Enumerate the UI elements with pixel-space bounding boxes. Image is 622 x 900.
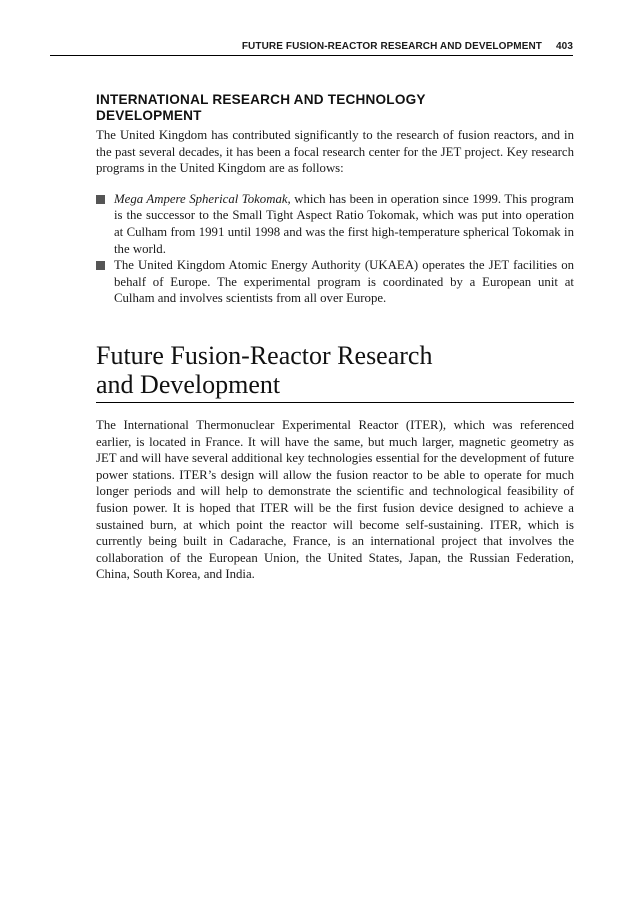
bullet-text: The United Kingdom Atomic Energy Authority (UKAEA) operates the JET facilities on behalf of Europe. The experimental program is coordinated by a European unit at Culham and involves scientists from all over Europe. bbox=[114, 258, 574, 306]
chapter-title-line2: and Development bbox=[96, 369, 281, 399]
bullet-item bbox=[96, 191, 574, 257]
page-content bbox=[96, 92, 574, 583]
bullet-list bbox=[96, 191, 574, 307]
bullet-item bbox=[96, 257, 574, 307]
title-rule bbox=[96, 402, 574, 403]
square-bullet-icon bbox=[96, 195, 105, 204]
page-number: 403 bbox=[556, 41, 573, 52]
chapter-title-line1: Future Fusion-Reactor Research bbox=[96, 340, 433, 370]
running-head bbox=[50, 41, 573, 56]
chapter-paragraph: The International Thermonuclear Experimental Reactor (ITER), which was referenced earlier, is located in France. It will have the same, but much larger, magnetic geometry as JET and will have several additional key technologies essential for the development of future power stations. ITER’s design will allow the fusion reactor to be able to operate for much longer periods and will help to demonstrate the scientific and technological feasibility of fusion power. It is hoped that ITER will be the first fusion device designed to achieve a sustained burn, at which point the reactor will become self-sustaining. ITER, which is currently being built in Cadarache, France, is an international project that involves the collaboration of the European Union, the United States, Japan, the Russian Federation, China, South Korea, and India. bbox=[96, 417, 574, 582]
bullet-italic-term: Mega Ampere Spherical Tokomak, bbox=[114, 191, 291, 206]
square-bullet-icon bbox=[96, 261, 105, 270]
chapter-title bbox=[96, 341, 574, 399]
section-heading bbox=[96, 92, 574, 124]
section-paragraph: The United Kingdom has contributed significantly to the research of fusion reactors, and in the past several decades, it has been a focal research center for the JET project. Key research programs in the United Kingdom are as follows: bbox=[96, 128, 574, 176]
bullet-text: which has been in operation since 1999. This program is the successor to the Small Tight Aspect Ratio Tokomak, which was put into operation at Culham from 1991 until 1998 and was the first high-temperature spherical Tokomak in the world. bbox=[114, 191, 574, 256]
section-heading-line2: DEVELOPMENT bbox=[96, 108, 202, 123]
section-heading-line1: INTERNATIONAL RESEARCH AND TECHNOLOGY bbox=[96, 92, 426, 107]
running-head-title: FUTURE FUSION-REACTOR RESEARCH AND DEVELOPMENT bbox=[241, 41, 542, 52]
